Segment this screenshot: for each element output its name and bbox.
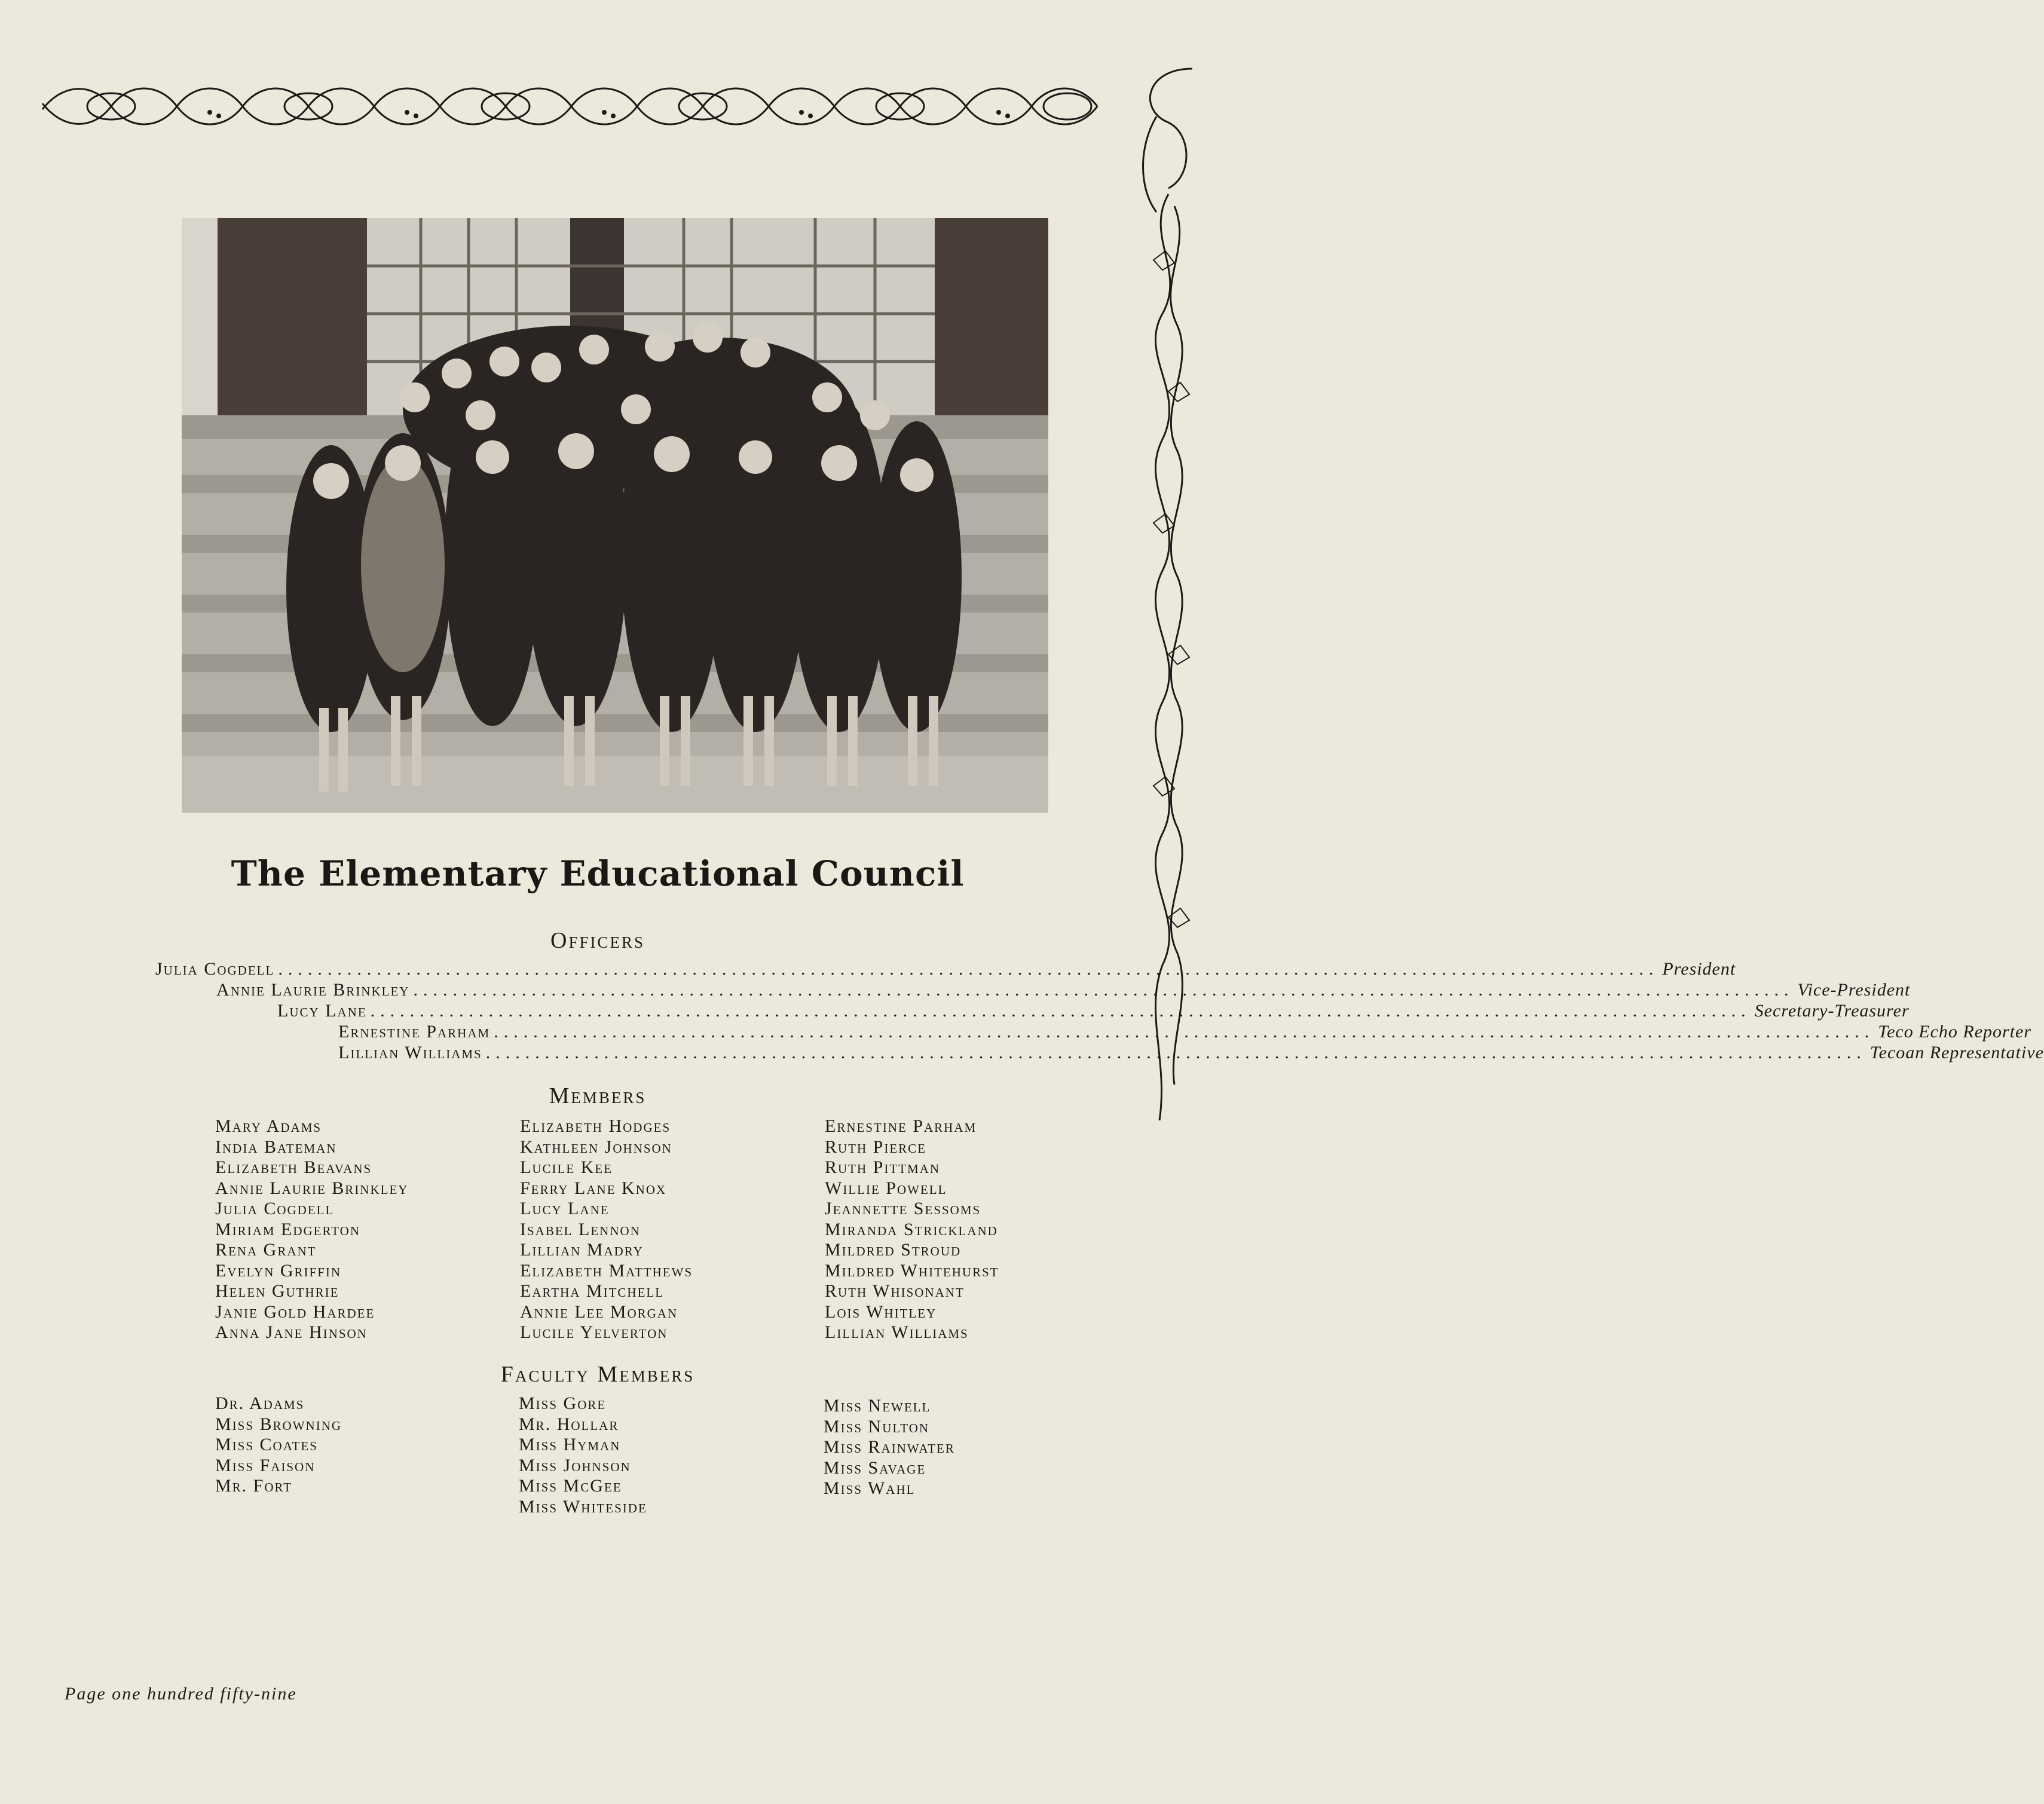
- dot-leader: ............................................................................................................................................: [413, 980, 1794, 1000]
- faculty-name: Miss Gore: [519, 1393, 607, 1413]
- officers-heading: Officers: [550, 928, 645, 953]
- faculty-name: Miss Faison: [215, 1455, 316, 1475]
- member-name: Ruth Whisonant: [825, 1281, 965, 1301]
- officer-row: [338, 1043, 2044, 1063]
- faculty-name: Miss McGee: [519, 1476, 622, 1496]
- officer-row: [338, 1022, 2032, 1042]
- officer-row: [155, 959, 1736, 979]
- member-name: Ruth Pierce: [825, 1137, 927, 1157]
- officer-role: Tecoan Representative: [1869, 1043, 2044, 1062]
- member-name: Janie Gold Hardee: [215, 1301, 375, 1322]
- faculty-name: Dr. Adams: [215, 1393, 305, 1413]
- member-name: Julia Cogdell: [215, 1199, 335, 1218]
- member-name: Lillian Madry: [520, 1240, 644, 1260]
- member-name: Isabel Lennon: [520, 1219, 641, 1239]
- members-column-2: [520, 1116, 693, 1343]
- dot-leader: ............................................................................................................................................: [370, 1001, 1751, 1021]
- member-name: Lucile Kee: [520, 1157, 613, 1177]
- member-name: Willie Powell: [825, 1178, 947, 1198]
- faculty-column-3: [824, 1396, 955, 1499]
- faculty-name: Miss Wahl: [824, 1478, 916, 1498]
- members-column-1: [215, 1116, 408, 1343]
- members-column-3: [825, 1116, 999, 1343]
- member-name: Elizabeth Hodges: [520, 1116, 671, 1136]
- members-heading: Members: [549, 1083, 647, 1108]
- member-name: Evelyn Griffin: [215, 1260, 342, 1281]
- faculty-name: Miss Rainwater: [824, 1437, 955, 1457]
- faculty-name: Miss Newell: [824, 1396, 931, 1416]
- member-name: Ferry Lane Knox: [520, 1178, 667, 1198]
- member-name: Eartha Mitchell: [520, 1281, 665, 1301]
- member-name: Mildred Stroud: [825, 1240, 962, 1260]
- faculty-name: Miss Hyman: [519, 1435, 621, 1454]
- member-name: Lois Whitley: [825, 1301, 937, 1322]
- officer-role: President: [1662, 959, 1736, 979]
- member-name: Elizabeth Matthews: [520, 1260, 693, 1281]
- page-number: Page one hundred fifty-nine: [65, 1684, 297, 1704]
- member-name: Lucy Lane: [520, 1199, 610, 1218]
- officer-role: Vice-President: [1797, 980, 1911, 1000]
- member-name: India Bateman: [215, 1137, 337, 1157]
- faculty-name: Miss Johnson: [519, 1455, 631, 1475]
- faculty-column-1: [215, 1393, 342, 1497]
- member-name: Mildred Whitehurst: [825, 1260, 999, 1281]
- faculty-column-2: [519, 1393, 647, 1517]
- member-name: Kathleen Johnson: [520, 1137, 672, 1157]
- member-name: Mary Adams: [215, 1116, 322, 1136]
- member-name: Annie Lee Morgan: [520, 1301, 678, 1322]
- faculty-heading: Faculty Members: [500, 1362, 695, 1387]
- faculty-name: Miss Whiteside: [519, 1496, 647, 1517]
- officer-name: Annie Laurie Brinkley: [216, 980, 410, 1000]
- ornamental-border: [39, 76, 1115, 136]
- officer-row: [216, 980, 1911, 1000]
- member-name: Lucile Yelverton: [520, 1322, 668, 1342]
- officer-name: Ernestine Parham: [338, 1022, 491, 1042]
- member-name: Helen Guthrie: [215, 1281, 339, 1301]
- page-title: The Elementary Educational Council: [231, 853, 965, 894]
- member-name: Ernestine Parham: [825, 1116, 977, 1136]
- faculty-name: Miss Coates: [215, 1435, 318, 1454]
- faculty-name: Miss Nulton: [824, 1416, 930, 1437]
- member-name: Anna Jane Hinson: [215, 1322, 368, 1342]
- member-name: Rena Grant: [215, 1240, 317, 1260]
- member-name: Miriam Edgerton: [215, 1219, 361, 1239]
- faculty-name: Miss Browning: [215, 1414, 342, 1434]
- member-name: Ruth Pittman: [825, 1157, 941, 1177]
- group-photo: [182, 218, 1048, 813]
- faculty-name: Miss Savage: [824, 1457, 926, 1478]
- faculty-name: Mr. Fort: [215, 1476, 293, 1496]
- officer-name: Julia Cogdell: [155, 959, 275, 979]
- dot-leader: ............................................................................................................................................: [494, 1022, 1875, 1042]
- officer-row: [277, 1001, 1910, 1021]
- officer-name: Lillian Williams: [338, 1043, 482, 1062]
- officer-role: Secretary-Treasurer: [1754, 1001, 1910, 1021]
- officer-role: Teco Echo Reporter: [1878, 1022, 2032, 1042]
- faculty-name: Mr. Hollar: [519, 1414, 619, 1434]
- member-name: Annie Laurie Brinkley: [215, 1178, 409, 1198]
- member-name: Miranda Strickland: [825, 1219, 998, 1239]
- officer-name: Lucy Lane: [277, 1001, 367, 1021]
- member-name: Lillian Williams: [825, 1322, 969, 1342]
- dot-leader: ............................................................................................................................................: [278, 959, 1659, 979]
- member-name: Jeannette Sessoms: [825, 1199, 981, 1218]
- member-name: Elizabeth Beavans: [215, 1157, 372, 1177]
- dot-leader: ............................................................................................................................................: [485, 1043, 1866, 1062]
